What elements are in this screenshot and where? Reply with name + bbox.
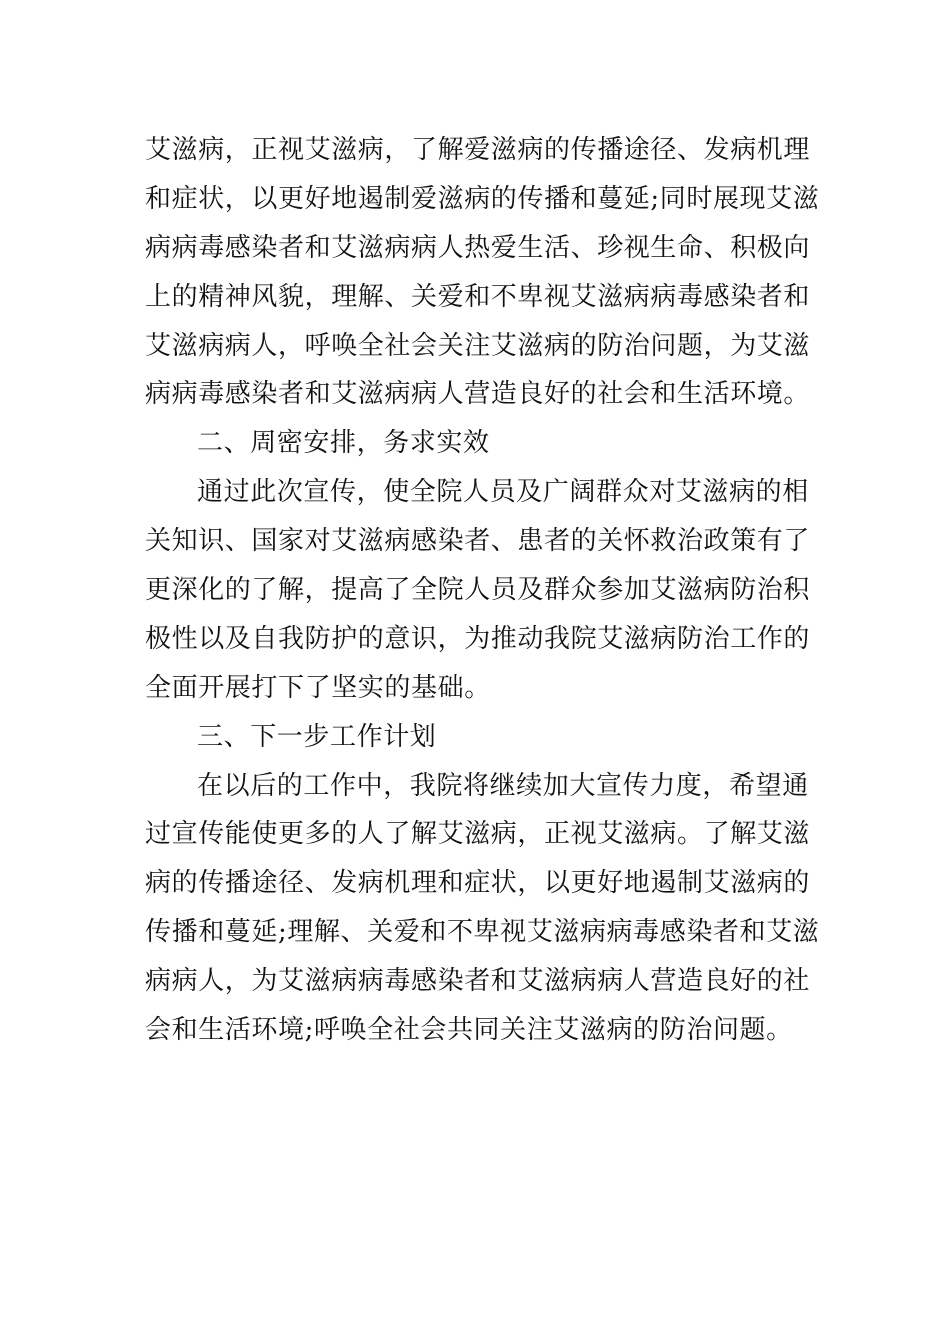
text-line: 更深化的了解，提高了全院人员及群众参加艾滋病防治积	[145, 575, 811, 606]
section-heading-2: 二、周密安排，务求实效	[197, 428, 490, 459]
text-line: 病病人，为艾滋病病毒感染者和艾滋病病人营造良好的社	[145, 966, 811, 997]
paragraph-campaign-results	[145, 468, 815, 712]
text-line: 艾滋病病人，呼唤全社会关注艾滋病的防治问题，为艾滋	[145, 330, 811, 361]
text-line: 病病毒感染者和艾滋病病人营造良好的社会和生活环境。	[145, 379, 811, 410]
text-line: 传播和蔓延;理解、关爱和不卑视艾滋病病毒感染者和艾滋	[145, 917, 820, 948]
text-line: 病病毒感染者和艾滋病病人热爱生活、珍视生命、积极向	[145, 232, 811, 263]
text-line: 通过此次宣传，使全院人员及广阔群众对艾滋病的相	[197, 477, 809, 508]
text-line: 病的传播途径、发病机理和症状，以更好地遏制艾滋病的	[145, 868, 811, 899]
text-line: 过宣传能使更多的人了解艾滋病，正视艾滋病。了解艾滋	[145, 819, 811, 850]
text-line: 会和生活环境;呼唤全社会共同关注艾滋病的防治问题。	[145, 1015, 793, 1046]
text-line: 和症状，以更好地遏制爱滋病的传播和蔓延;同时展现艾滋	[145, 183, 820, 214]
paragraph-next-steps	[145, 762, 820, 1055]
text-line: 上的精神风貌，理解、关爱和不卑视艾滋病病毒感染者和	[145, 281, 811, 312]
text-line: 关知识、国家对艾滋病感染者、患者的关怀救治政策有了	[145, 526, 811, 557]
text-line: 艾滋病，正视艾滋病，了解爱滋病的传播途径、发病机理	[145, 135, 811, 165]
text-line: 全面开展打下了坚实的基础。	[145, 672, 491, 703]
section-heading-3: 三、下一步工作计划	[197, 721, 437, 752]
paragraph-aids-awareness	[145, 126, 820, 419]
text-line: 极性以及自我防护的意识，为推动我院艾滋病防治工作的	[145, 623, 811, 654]
text-line: 在以后的工作中，我院将继续加大宣传力度，希望通	[197, 770, 809, 801]
document-body	[145, 126, 820, 1055]
